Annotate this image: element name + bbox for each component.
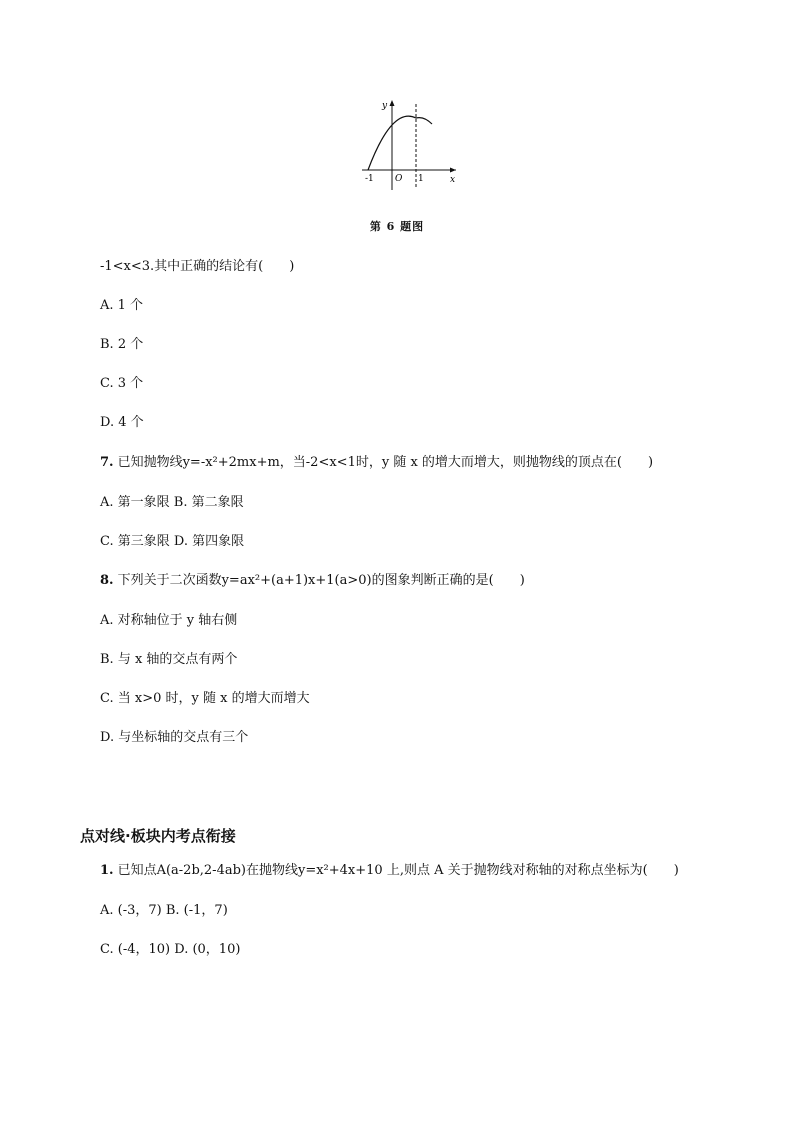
- question-6-close: ): [289, 259, 295, 274]
- question-6-option-c: C. 3 个: [100, 376, 144, 391]
- question-8-number: 8.: [100, 573, 114, 588]
- question-7-number: 7.: [100, 455, 114, 470]
- question-6-tail: [100, 258, 294, 276]
- question-8-text: 下列关于二次函数y=ax²+(a+1)x+1(a>0)的图象判断正确的是(: [117, 573, 494, 588]
- question-7: [100, 454, 653, 472]
- question-8-option-c: C. 当 x>0 时，y 随 x 的增大而增大: [100, 691, 310, 706]
- figure-caption: 第 6 题图: [369, 220, 425, 233]
- tick-label-neg1: -1: [365, 174, 374, 184]
- question-6-figure: [360, 96, 460, 192]
- problem-1-options-row1: A. (-3，7) B. (-1，7): [100, 903, 228, 918]
- section-title: 点对线·板块内考点衔接: [80, 827, 236, 845]
- problem-1-text: 已知点A(a-2b,2-4ab)在抛物线y=x²+4x+10 上,则点 A 关于抛物线对称轴的对称点坐标为(: [117, 863, 648, 878]
- problem-1-options-row2: C. (-4，10) D. (0，10): [100, 942, 241, 957]
- question-8-close: ): [519, 573, 525, 588]
- question-6-option-d: D. 4 个: [100, 415, 144, 430]
- problem-1: [100, 862, 679, 880]
- y-axis-label: y: [382, 101, 388, 111]
- question-7-options-row2: C. 第三象限 D. 第四象限: [100, 534, 245, 549]
- question-8-option-b: B. 与 x 轴的交点有两个: [100, 652, 238, 667]
- question-7-text: 已知抛物线y=-x²+2mx+m，当-2<x<1时，y 随 x 的增大而增大，则抛物线的顶点在(: [117, 455, 622, 470]
- question-8-option-a: A. 对称轴位于 y 轴右侧: [100, 613, 238, 628]
- origin-label: O: [395, 174, 403, 184]
- question-6-text: -1<x<3.其中正确的结论有(: [100, 259, 264, 274]
- problem-1-close: ): [673, 863, 679, 878]
- question-8: [100, 572, 525, 590]
- problem-1-number: 1.: [100, 863, 114, 878]
- tick-label-1: 1: [418, 174, 424, 184]
- question-6-option-b: B. 2 个: [100, 337, 144, 352]
- question-8-option-d: D. 与坐标轴的交点有三个: [100, 730, 249, 745]
- parabola-curve: [368, 116, 432, 170]
- question-7-options-row1: A. 第一象限 B. 第二象限: [100, 495, 244, 510]
- question-7-close: ): [648, 455, 654, 470]
- y-axis-arrow-icon: [390, 100, 395, 106]
- x-axis-label: x: [450, 175, 456, 185]
- question-6-option-a: A. 1 个: [100, 298, 144, 313]
- x-axis-arrow-icon: [450, 168, 456, 173]
